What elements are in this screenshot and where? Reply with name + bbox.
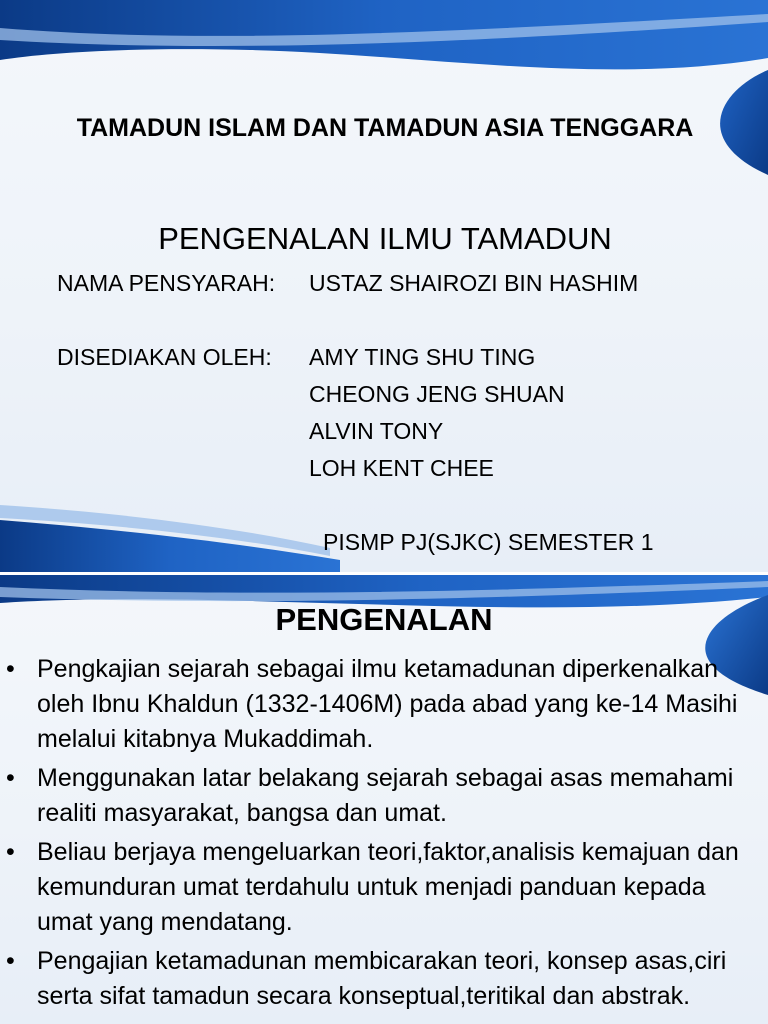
course-label: PISMP PJ(SJKC) SEMESTER 1 (323, 529, 654, 555)
author-4: LOH KENT CHEE (309, 455, 494, 481)
bullet-list (0, 652, 740, 1018)
lecturer-label: NAMA PENSYARAH: (57, 270, 276, 296)
slide-subtitle: PENGENALAN ILMU TAMADUN (158, 221, 612, 256)
author-1: AMY TING SHU TING (309, 344, 536, 370)
bullet-item: • Menggunakan latar belakang sejarah sebagai asas memahami realiti masyarakat, bangsa dan umat. (0, 761, 740, 831)
bullet-item: • Pengkajian sejarah sebagai ilmu ketamadunan diperkenalkan oleh Ibnu Khaldun (1332-1406M) pada abad yang ke-14 Masihi melalui kitabnya Mukaddimah. (0, 652, 740, 757)
slide-title: TAMADUN ISLAM DAN TAMADUN ASIA TENGGARA (76, 114, 694, 142)
bullet-item: • Beliau berjaya mengeluarkan teori,faktor,analisis kemajuan dan kemunduran umat terdahulu untuk menjadi panduan kepada umat yang mendatang. (0, 835, 740, 940)
bullet-item: • Pengajian ketamadunan membicarakan teori, konsep asas,ciri serta sifat tamadun secara konseptual,teritikal dan abstrak. (0, 944, 740, 1014)
author-3: ALVIN TONY (309, 418, 444, 444)
prepared-by-label: DISEDIAKAN OLEH: (57, 344, 272, 370)
lecturer-name: USTAZ SHAIROZI BIN HASHIM (309, 270, 639, 296)
section-heading: PENGENALAN (275, 602, 493, 637)
author-2: CHEONG JENG SHUAN (309, 381, 565, 407)
